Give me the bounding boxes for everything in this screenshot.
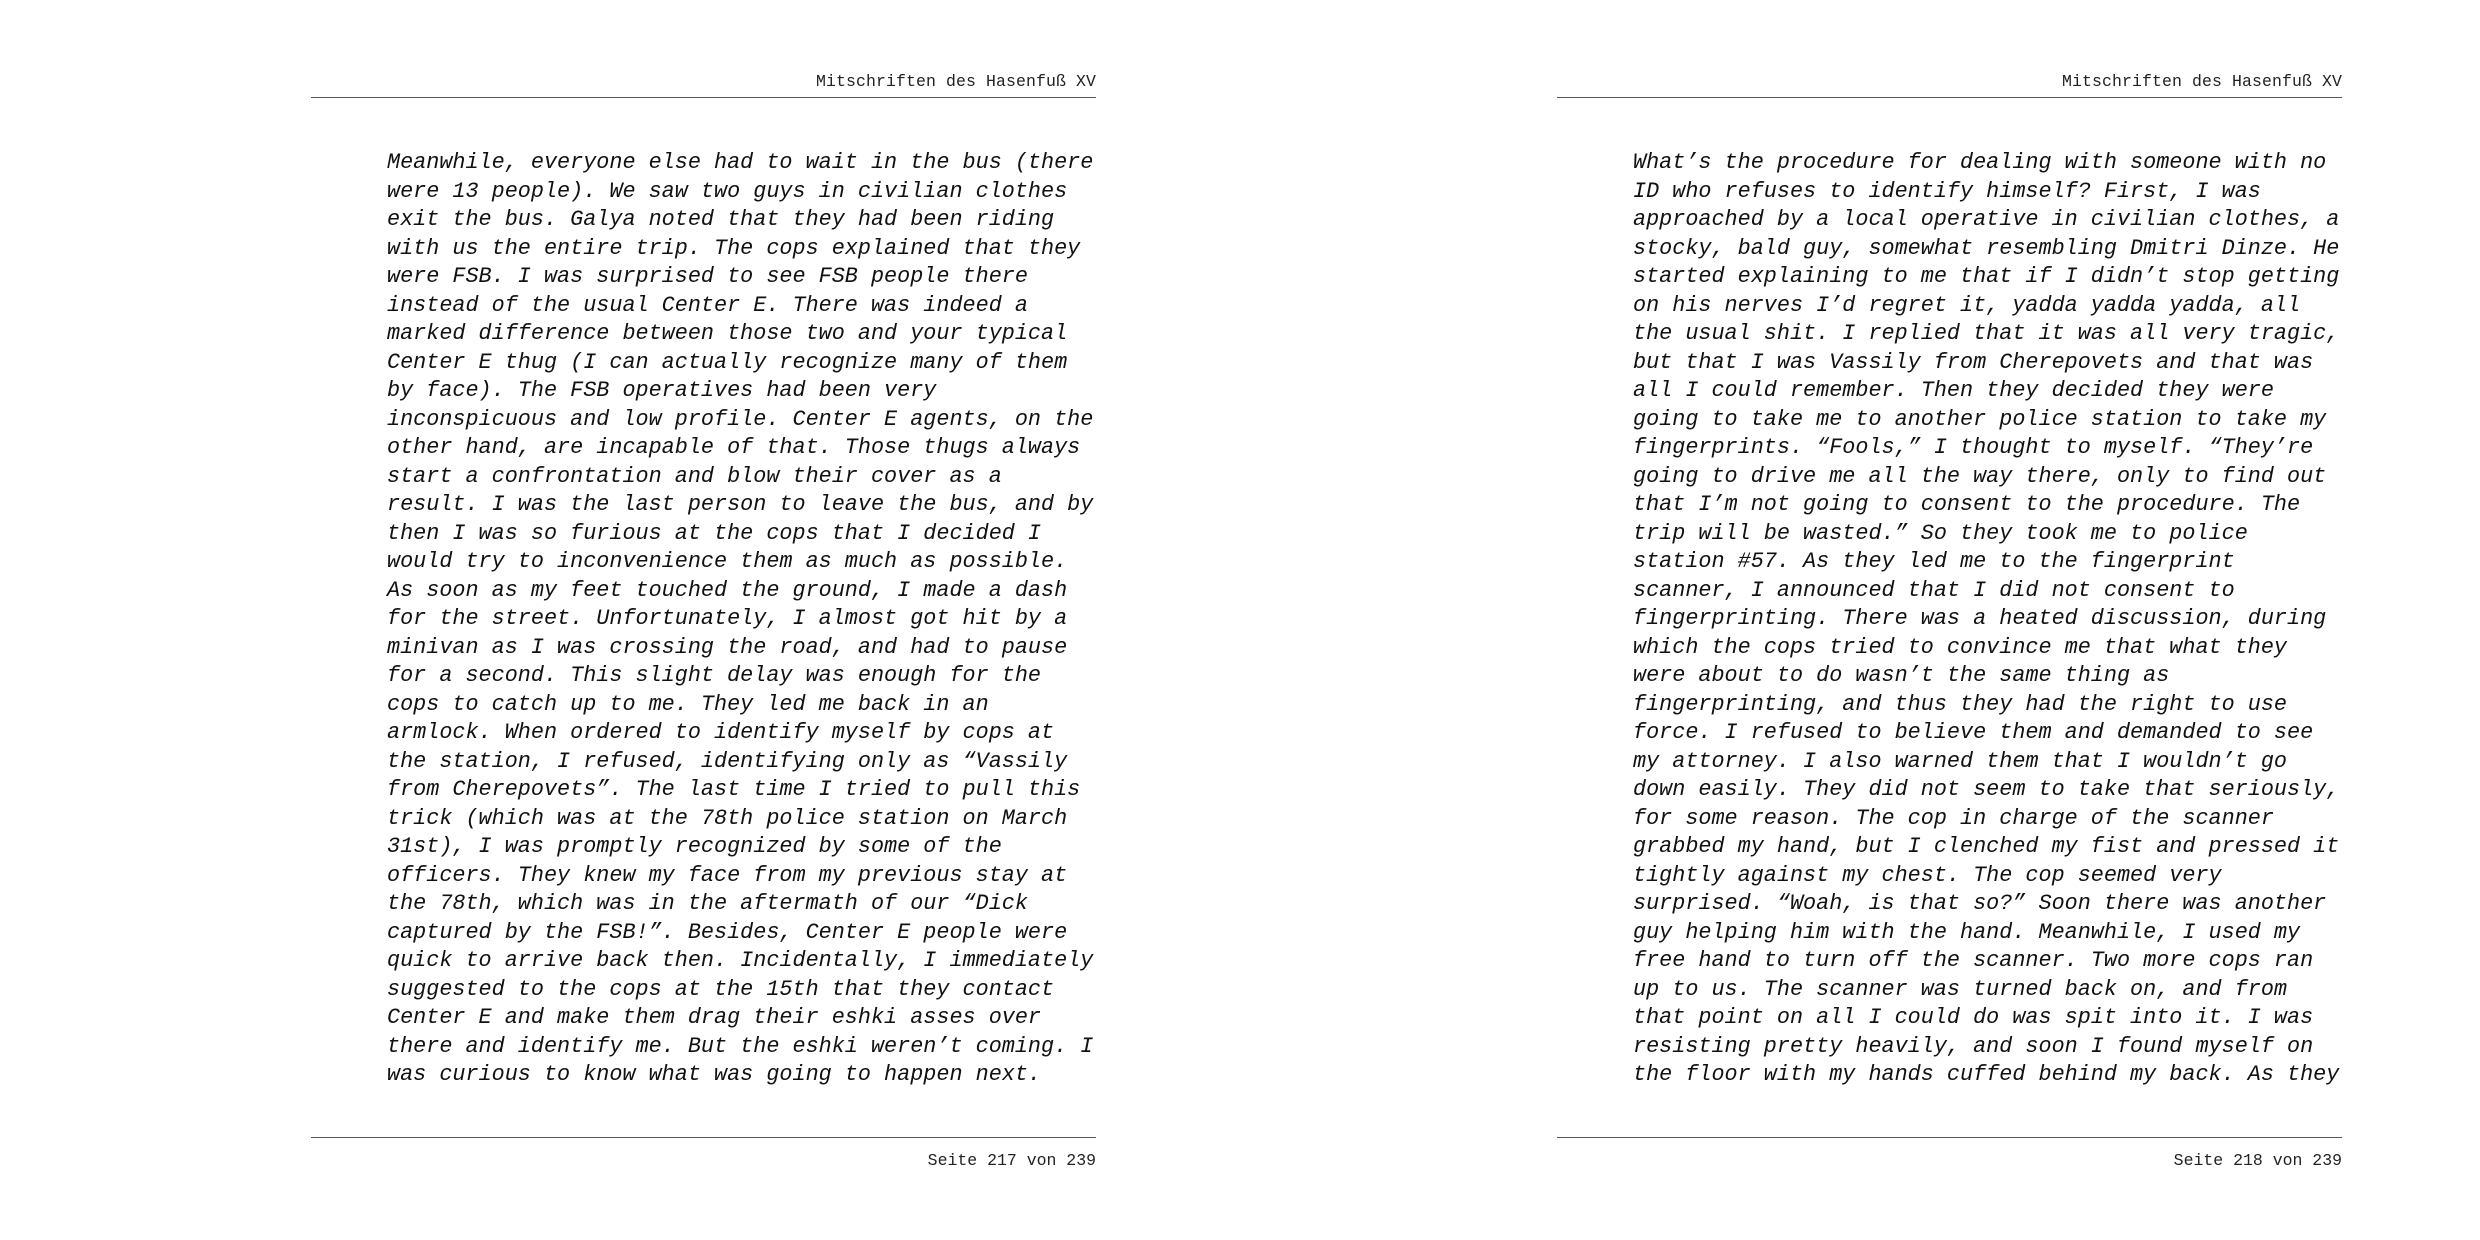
text-line: suggested to the cops at the 15th that they contact (387, 976, 1055, 1002)
text-line: free hand to turn off the scanner. Two more cops ran (1633, 948, 2314, 973)
body-text (1633, 149, 2353, 1090)
text-line: my attorney. I also warned them that I wouldn’t go (1633, 748, 2288, 774)
footer-rule (1557, 1137, 2342, 1138)
text-line: 31st), I was promptly recognized by some of the (387, 834, 1002, 859)
page-left (311, 0, 1096, 1240)
text-line: with us the entire trip. The cops explained that they (387, 235, 1081, 261)
text-line: were 13 people). We saw two guys in civilian clothes (387, 178, 1068, 204)
text-line: quick to arrive back then. Incidentally, I immediately (387, 948, 1094, 973)
body-text (387, 149, 1107, 1090)
page-number: Seite 217 von 239 (927, 1151, 1096, 1170)
text-line: down easily. They did not seem to take that seriously, (1633, 777, 2340, 802)
text-line: from Cherepovets”. The last time I tried to pull this (387, 777, 1081, 802)
text-line: by face). The FSB operatives had been very (387, 378, 937, 403)
text-line: would try to inconvenience them as much as possible. (387, 549, 1068, 574)
text-line: which the cops tried to convince me that what they (1633, 634, 2288, 660)
text-line: marked difference between those two and your typical (387, 321, 1068, 346)
text-line: the station, I refused, identifying only as “Vassily (387, 748, 1068, 774)
text-line: going to take me to another police station to take my (1633, 406, 2327, 432)
text-line: stocky, bald guy, somewhat resembling Dmitri Dinze. He (1633, 235, 2340, 261)
text-line: for the street. Unfortunately, I almost got hit by a (387, 606, 1068, 631)
text-line: Center E thug (I can actually recognize many of them (387, 349, 1068, 375)
text-line: fingerprinting. There was a heated discussion, during (1633, 606, 2327, 631)
text-line: What’s the procedure for dealing with someone with no (1633, 150, 2327, 175)
text-line: the usual shit. I replied that it was all very tragic, (1633, 321, 2340, 346)
text-line: that I’m not going to consent to the procedure. The (1633, 492, 2301, 517)
text-line: started explaining to me that if I didn’t stop getting (1633, 264, 2340, 289)
text-line: trip will be wasted.” So they took me to police (1633, 520, 2248, 546)
text-line: there and identify me. But the eshki weren’t coming. I (387, 1033, 1094, 1059)
text-line: approached by a local operative in civilian clothes, a (1633, 207, 2340, 232)
text-line: inconspicuous and low profile. Center E agents, on the (387, 406, 1094, 432)
text-line: grabbed my hand, but I clenched my fist and pressed it (1633, 834, 2340, 859)
text-line: going to drive me all the way there, only to find out (1633, 463, 2327, 489)
text-line: surprised. “Woah, is that so?” Soon there was another (1633, 891, 2327, 916)
text-line: were about to do wasn’t the same thing as (1633, 663, 2170, 688)
text-line: captured by the FSB!”. Besides, Center E people were (387, 919, 1068, 945)
text-line: was curious to know what was going to happen next. (387, 1062, 1042, 1087)
text-line: other hand, are incapable of that. Those thugs always (387, 435, 1081, 460)
text-line: for some reason. The cop in charge of the scanner (1633, 805, 2274, 831)
text-line: Center E and make them drag their eshki asses over (387, 1005, 1042, 1030)
text-line: instead of the usual Center E. There was indeed a (387, 292, 1028, 318)
text-line: all I could remember. Then they decided they were (1633, 378, 2274, 403)
text-line: for a second. This slight delay was enough for the (387, 663, 1042, 688)
header-rule (311, 97, 1096, 98)
text-line: on his nerves I’d regret it, yadda yadda yadda, all (1633, 292, 2301, 318)
text-line: ID who refuses to identify himself? First, I was (1633, 178, 2261, 204)
text-line: then I was so furious at the cops that I decided I (387, 520, 1042, 546)
text-line: As soon as my feet touched the ground, I made a dash (387, 577, 1068, 603)
text-line: tightly against my chest. The cop seemed very (1633, 862, 2222, 888)
text-line: that point on all I could do was spit into it. I was (1633, 1005, 2314, 1030)
text-line: station #57. As they led me to the fingerprint (1633, 549, 2235, 574)
text-line: minivan as I was crossing the road, and had to pause (387, 634, 1068, 660)
text-line: trick (which was at the 78th police station on March (387, 805, 1068, 831)
text-line: resisting pretty heavily, and soon I found myself on (1633, 1033, 2314, 1059)
text-line: fingerprinting, and thus they had the right to use (1633, 691, 2288, 717)
text-line: armlock. When ordered to identify myself by cops at (387, 720, 1055, 745)
text-line: guy helping him with the hand. Meanwhile, I used my (1633, 919, 2301, 945)
text-line: scanner, I announced that I did not consent to (1633, 577, 2235, 603)
text-line: fingerprints. “Fools,” I thought to myself. “They’re (1633, 435, 2314, 460)
text-line: officers. They knew my face from my previous stay at (387, 862, 1068, 888)
text-line: cops to catch up to me. They led me back in an (387, 691, 989, 717)
text-line: the floor with my hands cuffed behind my back. As they (1633, 1062, 2340, 1087)
text-line: start a confrontation and blow their cover as a (387, 463, 1002, 489)
text-line: exit the bus. Galya noted that they had been riding (387, 207, 1055, 232)
header-rule (1557, 97, 2342, 98)
running-header: Mitschriften des Hasenfuß XV (815, 72, 1096, 91)
text-line: result. I was the last person to leave the bus, and by (387, 492, 1094, 517)
text-line: but that I was Vassily from Cherepovets and that was (1633, 349, 2314, 375)
text-line: were FSB. I was surprised to see FSB people there (387, 264, 1028, 289)
text-line: force. I refused to believe them and demanded to see (1633, 720, 2314, 745)
text-line: up to us. The scanner was turned back on, and from (1633, 976, 2288, 1002)
text-line: Meanwhile, everyone else had to wait in the bus (there (387, 150, 1094, 175)
text-line: the 78th, which was in the aftermath of our “Dick (387, 891, 1028, 916)
footer-rule (311, 1137, 1096, 1138)
page-right (1557, 0, 2342, 1240)
page-number: Seite 218 von 239 (2173, 1151, 2342, 1170)
running-header: Mitschriften des Hasenfuß XV (2061, 72, 2342, 91)
